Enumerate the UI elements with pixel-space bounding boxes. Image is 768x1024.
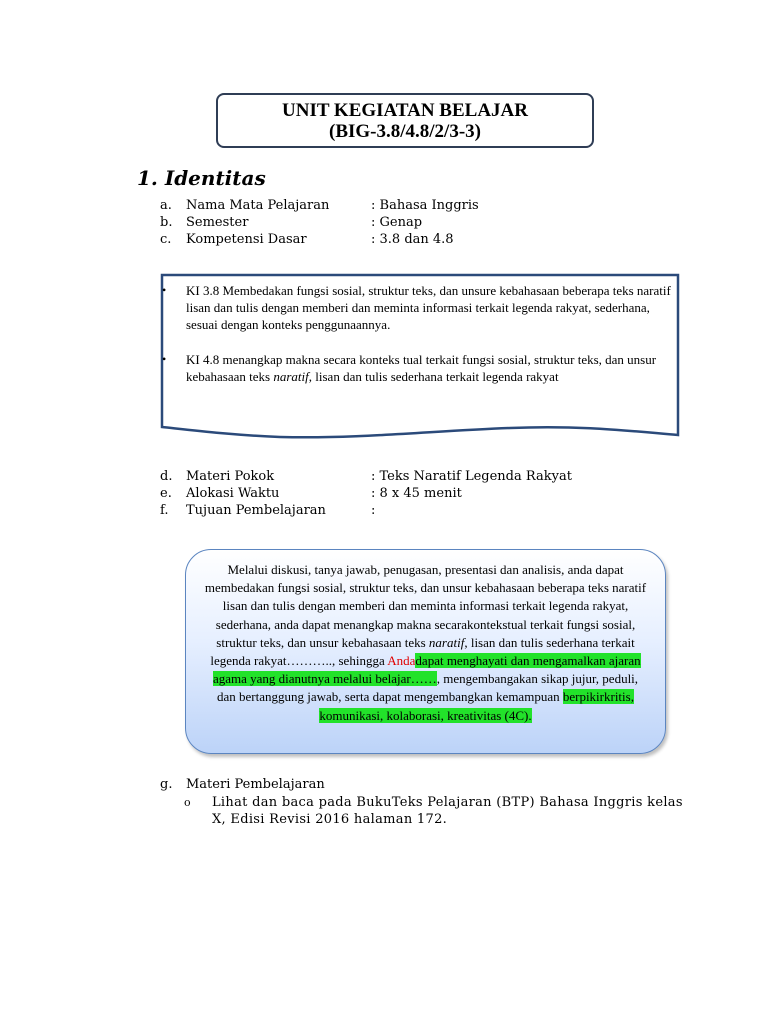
row-letter: g. [160,777,173,792]
circle-bullet-icon: o [184,796,191,809]
tujuan-highlight-2: berpikirkritis, komunikasi, kolaborasi, kreativitas (4C). [319,689,634,723]
row-value: : 8 x 45 menit [371,486,462,501]
title-line-1: UNIT KEGIATAN BELAJAR [282,100,528,121]
tujuan-red-word: Anda [387,653,416,669]
row-letter: e. [160,486,172,501]
row-label: Tujuan Pembelajaran [186,503,326,518]
row-value: : Bahasa Inggris [371,198,479,213]
tujuan-highlight-1: dapat menghayati dan mengamalkan ajaran agama yang dianutnya melalui belajar…… [212,653,641,687]
row-value: : Genap [371,215,423,230]
bullet-icon: • [162,352,167,366]
row-letter: a. [160,198,172,213]
row-label: Materi Pokok [186,469,275,484]
row-value: : 3.8 dan 4.8 [371,232,454,247]
tujuan-text-3: , mengembangakan sikap jujur, peduli, dan bertanggung jawab, serta dapat mengembangkan kemampuan [217,671,639,705]
row-value: : Teks Naratif Legenda Rakyat [371,469,572,484]
row-letter: c. [160,232,172,247]
row-letter: b. [160,215,173,230]
title-line-2: (BIG-3.8/4.8/2/3-3) [329,121,481,142]
ki-4-8-italic: naratif [273,369,309,384]
row-letter: d. [160,469,173,484]
materi-item-text: Lihat dan baca pada BukuTeks Pelajaran (BTP) Bahasa Inggris kelas X, Edisi Revisi 2016 halaman 172. [212,795,683,827]
row-label: Materi Pembelajaran [186,777,325,792]
tujuan-text-2: , lisan dan tulis sederhana terkait legenda rakyat……….., sehingga [210,634,635,669]
ki-4-8-part1: KI 4.8 menangkap makna secara konteks tual terkait fungsi sosial, struktur teks, dan unsur kebahasaan teks [186,352,657,384]
bullet-icon: • [162,283,167,297]
row-value: : [371,503,376,518]
ki-4-8-text [186,351,676,385]
kompetensi-banner [160,273,680,443]
row-label: Alokasi Waktu [186,486,280,501]
tujuan-italic: naratif [428,634,465,650]
section-heading: 1. Identitas [137,166,266,190]
ki-4-8-part2: , lisan dan tulis sederhana terkait legenda rakyat [308,369,559,384]
ki-3-8-text: KI 3.8 Membedakan fungsi sosial, struktur teks, dan unsure kebahasaan beberapa teks naratif lisan dan tulis dengan memberi dan meminta informasi terkait legenda rakyat, sederhana, sesuai dengan konteks penggunaannya. [186,283,671,332]
row-letter: f. [160,503,169,518]
tujuan-box [185,549,666,754]
row-label: Nama Mata Pelajaran [186,198,330,213]
title-box [216,93,594,148]
row-label: Kompetensi Dasar [186,232,307,247]
row-label: Semester [186,215,249,230]
tujuan-text-1: Melalui diskusi, tanya jawab, penugasan, presentasi dan analisis, anda dapat membedakan fungsi sosial, struktur teks, dan unsur kebahasaan beberapa teks naratif lisan dan tulis dengan memberi dan meminta informasi terkait legenda rakyat, sederhana, anda dapat menangkap makna secarakontekstual terkait fungsi sosial, struktur teks, dan unsur kebahasaan teks [204,562,647,650]
